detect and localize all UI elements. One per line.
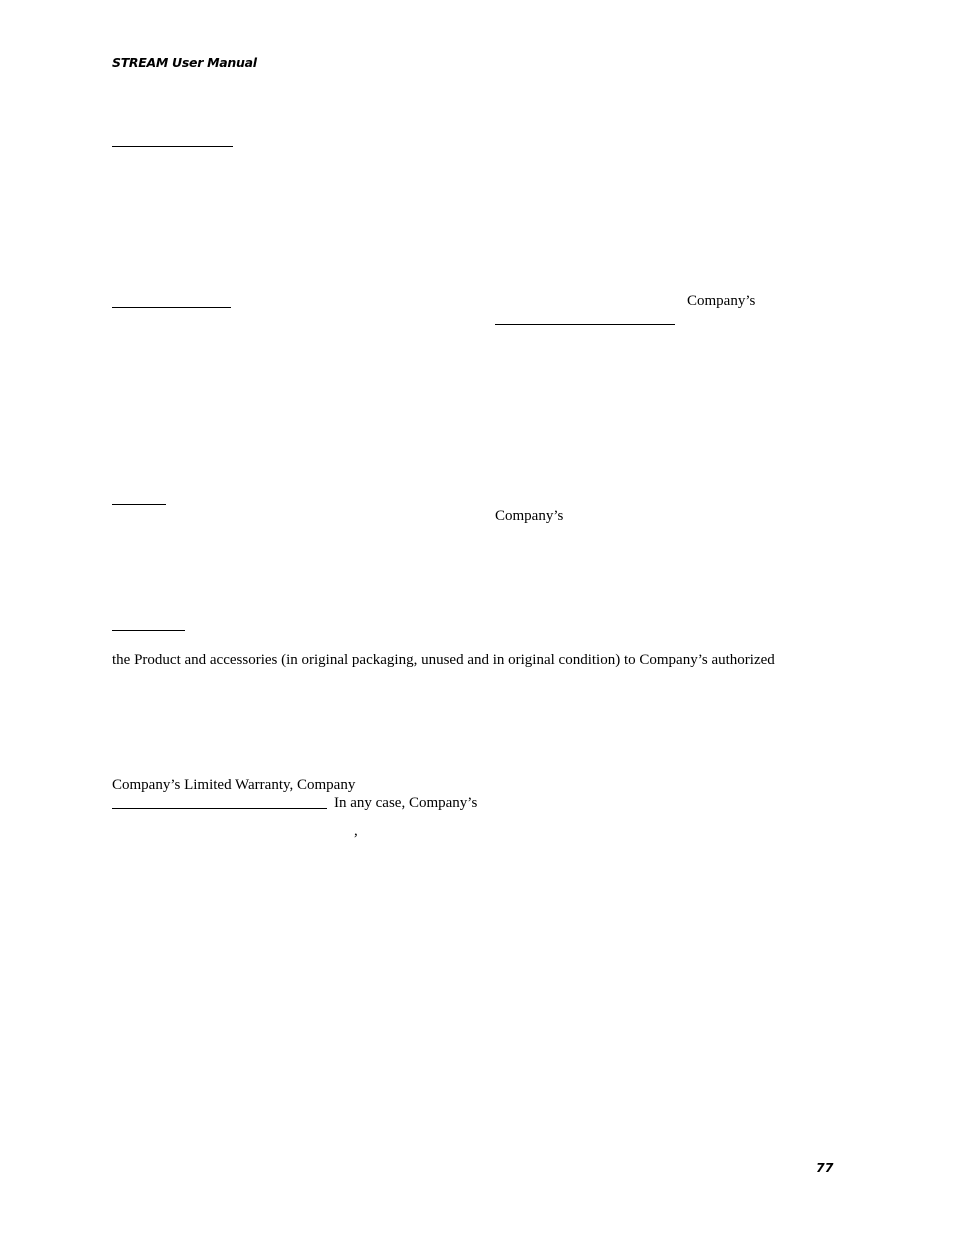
section-heading-underline-1 (112, 146, 233, 147)
section-heading-underline-2 (112, 307, 231, 308)
text-line-return-policy: the Product and accessories (in original packaging, unused and in original condition) to Company’s authorized (112, 652, 775, 668)
text-fragment-limited-warranty: Company’s Limited Warranty, Company (112, 777, 356, 793)
section-heading-underline-4 (112, 630, 185, 631)
text-fragment-company-2: Company’s (495, 508, 564, 524)
inline-underline-1 (495, 324, 675, 325)
inline-underline-2 (112, 808, 327, 809)
text-fragment-company-1: Company’s (687, 293, 756, 309)
page-number: 77 (816, 1160, 834, 1175)
section-heading-underline-3 (112, 504, 166, 505)
text-fragment-comma: , (354, 823, 358, 839)
running-header: STREAM User Manual (112, 55, 257, 70)
text-fragment-in-any-case: In any case, Company’s (334, 795, 478, 811)
